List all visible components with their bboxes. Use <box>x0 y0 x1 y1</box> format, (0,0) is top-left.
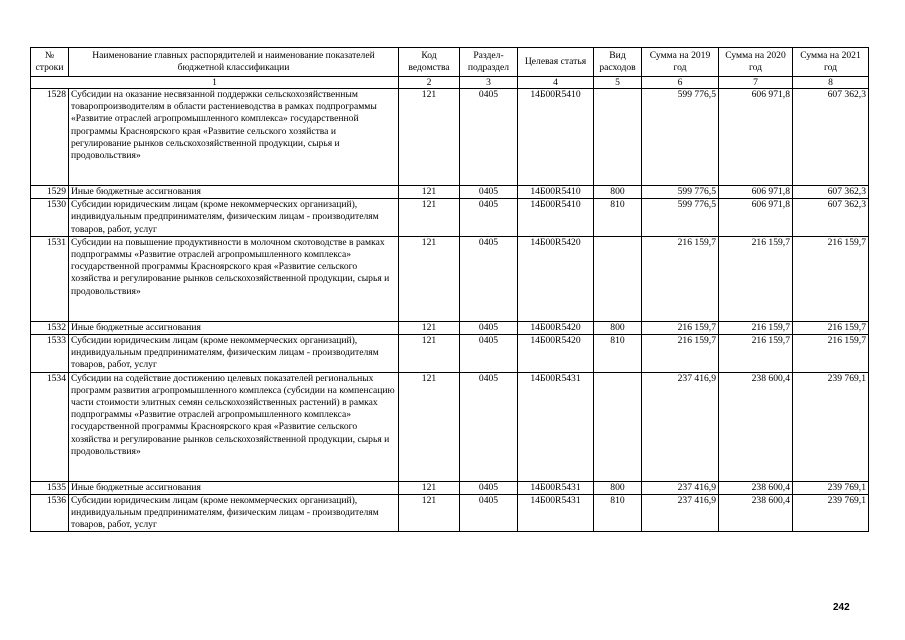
row-sum-2020: 606 971,8 <box>719 186 793 199</box>
row-section: 0405 <box>460 481 518 494</box>
row-dept-code: 121 <box>399 186 460 199</box>
header-dept-code: Код ведомства <box>399 48 460 77</box>
row-sum-2019: 216 159,7 <box>642 321 719 334</box>
row-expense-type: 810 <box>594 199 642 237</box>
row-sum-2020: 216 159,7 <box>719 236 793 321</box>
row-number: 1533 <box>31 335 69 373</box>
table-row <box>31 321 869 334</box>
row-expense-type: 800 <box>594 481 642 494</box>
row-section: 0405 <box>460 236 518 321</box>
row-expense-type <box>594 236 642 321</box>
column-number: 6 <box>642 77 719 89</box>
column-number: 2 <box>399 77 460 89</box>
header-sum-2021: Сумма на 2021 год <box>793 48 869 77</box>
row-number: 1528 <box>31 89 69 186</box>
row-target: 14Б00R5431 <box>518 372 594 481</box>
budget-table <box>30 47 869 532</box>
column-number: 1 <box>31 77 399 89</box>
row-expense-type: 800 <box>594 321 642 334</box>
row-expense-type <box>594 89 642 186</box>
row-number: 1535 <box>31 481 69 494</box>
row-sum-2020: 216 159,7 <box>719 335 793 373</box>
row-sum-2020: 238 600,4 <box>719 481 793 494</box>
row-sum-2019: 237 416,9 <box>642 372 719 481</box>
row-number: 1531 <box>31 236 69 321</box>
row-name: Иные бюджетные ассигнования <box>69 481 399 494</box>
row-sum-2019: 599 776,5 <box>642 89 719 186</box>
row-section: 0405 <box>460 89 518 186</box>
row-section: 0405 <box>460 199 518 237</box>
row-sum-2021: 607 362,3 <box>793 89 869 186</box>
row-expense-type: 800 <box>594 186 642 199</box>
row-section: 0405 <box>460 186 518 199</box>
row-target: 14Б00R5431 <box>518 494 594 532</box>
column-number: 3 <box>460 77 518 89</box>
table-row <box>31 335 869 373</box>
row-expense-type: 810 <box>594 494 642 532</box>
row-name: Иные бюджетные ассигнования <box>69 321 399 334</box>
row-name: Субсидии на оказание несвязанной поддержки сельскохозяйственным товаропроизводителям в области растениеводства в рамках подпрограммы «Развитие отраслей агропромышленного комплекса» государственной программы Красноярского края «Развитие сельского хозяйства и регулирование рынков сельскохозяйственной продукции, сырья и продовольствия» <box>69 89 399 186</box>
row-dept-code: 121 <box>399 494 460 532</box>
table-row <box>31 186 869 199</box>
row-name: Субсидии юридическим лицам (кроме некоммерческих организаций), индивидуальным предпринимателям, физическим лицам - производителям товаров, работ, услуг <box>69 494 399 532</box>
row-target: 14Б00R5410 <box>518 186 594 199</box>
header-target: Целевая статья <box>518 48 594 77</box>
row-sum-2020: 606 971,8 <box>719 89 793 186</box>
row-dept-code: 121 <box>399 89 460 186</box>
header-name: Наименование главных распорядителей и наименование показателей бюджетной классификации <box>69 48 399 77</box>
row-sum-2021: 216 159,7 <box>793 321 869 334</box>
row-dept-code: 121 <box>399 372 460 481</box>
column-number: 5 <box>594 77 642 89</box>
row-sum-2021: 239 769,1 <box>793 481 869 494</box>
header-sum-2020: Сумма на 2020 год <box>719 48 793 77</box>
row-name: Субсидии юридическим лицам (кроме некоммерческих организаций), индивидуальным предпринимателям, физическим лицам - производителям товаров, работ, услуг <box>69 199 399 237</box>
header-sum-2019: Сумма на 2019 год <box>642 48 719 77</box>
row-sum-2019: 599 776,5 <box>642 186 719 199</box>
page-number: 242 <box>833 602 850 613</box>
table-row <box>31 372 869 481</box>
row-name: Субсидии на содействие достижению целевых показателей региональных программ развития агропромышленного комплекса (субсидии на компенсацию части стоимости элитных семян сельскохозяйственных растений) в рамках подпрограммы «Развитие отраслей агропромышленного комплекса» государственной программы Красноярского края «Развитие сельского хозяйства и регулирование рынков сельскохозяйственной продукции, сырья и продовольствия» <box>69 372 399 481</box>
row-target: 14Б00R5420 <box>518 335 594 373</box>
table-row <box>31 236 869 321</box>
row-dept-code: 121 <box>399 335 460 373</box>
row-sum-2021: 239 769,1 <box>793 494 869 532</box>
row-name: Субсидии на повышение продуктивности в молочном скотоводстве в рамках подпрограммы «Развитие отраслей агропромышленного комплекса» государственной программы Красноярского края «Развитие сельского хозяйства и регулирование рынков сельскохозяйственной продукции, сырья и продовольствия» <box>69 236 399 321</box>
row-number: 1536 <box>31 494 69 532</box>
header-row-no: № строки <box>31 48 69 77</box>
row-sum-2020: 216 159,7 <box>719 321 793 334</box>
row-dept-code: 121 <box>399 236 460 321</box>
column-number-row <box>31 77 869 89</box>
row-number: 1530 <box>31 199 69 237</box>
table-row <box>31 481 869 494</box>
row-number: 1534 <box>31 372 69 481</box>
row-section: 0405 <box>460 335 518 373</box>
row-sum-2021: 239 769,1 <box>793 372 869 481</box>
row-name: Субсидии юридическим лицам (кроме некоммерческих организаций), индивидуальным предпринимателям, физическим лицам - производителям товаров, работ, услуг <box>69 335 399 373</box>
row-name: Иные бюджетные ассигнования <box>69 186 399 199</box>
row-sum-2020: 238 600,4 <box>719 494 793 532</box>
row-target: 14Б00R5420 <box>518 236 594 321</box>
row-expense-type <box>594 372 642 481</box>
header-expense-type: Вид расходов <box>594 48 642 77</box>
header-row <box>31 48 869 77</box>
row-section: 0405 <box>460 494 518 532</box>
header-section: Раздел-подраздел <box>460 48 518 77</box>
row-number: 1529 <box>31 186 69 199</box>
row-expense-type: 810 <box>594 335 642 373</box>
table-row <box>31 199 869 237</box>
row-sum-2019: 216 159,7 <box>642 335 719 373</box>
row-sum-2020: 238 600,4 <box>719 372 793 481</box>
row-dept-code: 121 <box>399 481 460 494</box>
row-sum-2021: 607 362,3 <box>793 199 869 237</box>
table-row <box>31 89 869 186</box>
table-body <box>31 89 869 532</box>
column-number: 7 <box>719 77 793 89</box>
row-target: 14Б00R5431 <box>518 481 594 494</box>
row-sum-2019: 237 416,9 <box>642 481 719 494</box>
row-section: 0405 <box>460 321 518 334</box>
column-number: 8 <box>793 77 869 89</box>
row-sum-2019: 599 776,5 <box>642 199 719 237</box>
row-sum-2019: 216 159,7 <box>642 236 719 321</box>
row-target: 14Б00R5410 <box>518 199 594 237</box>
row-target: 14Б00R5410 <box>518 89 594 186</box>
row-sum-2019: 237 416,9 <box>642 494 719 532</box>
row-sum-2020: 606 971,8 <box>719 199 793 237</box>
row-target: 14Б00R5420 <box>518 321 594 334</box>
row-sum-2021: 216 159,7 <box>793 335 869 373</box>
column-number: 4 <box>518 77 594 89</box>
row-dept-code: 121 <box>399 321 460 334</box>
row-sum-2021: 216 159,7 <box>793 236 869 321</box>
row-number: 1532 <box>31 321 69 334</box>
row-sum-2021: 607 362,3 <box>793 186 869 199</box>
row-section: 0405 <box>460 372 518 481</box>
table-row <box>31 494 869 532</box>
row-dept-code: 121 <box>399 199 460 237</box>
